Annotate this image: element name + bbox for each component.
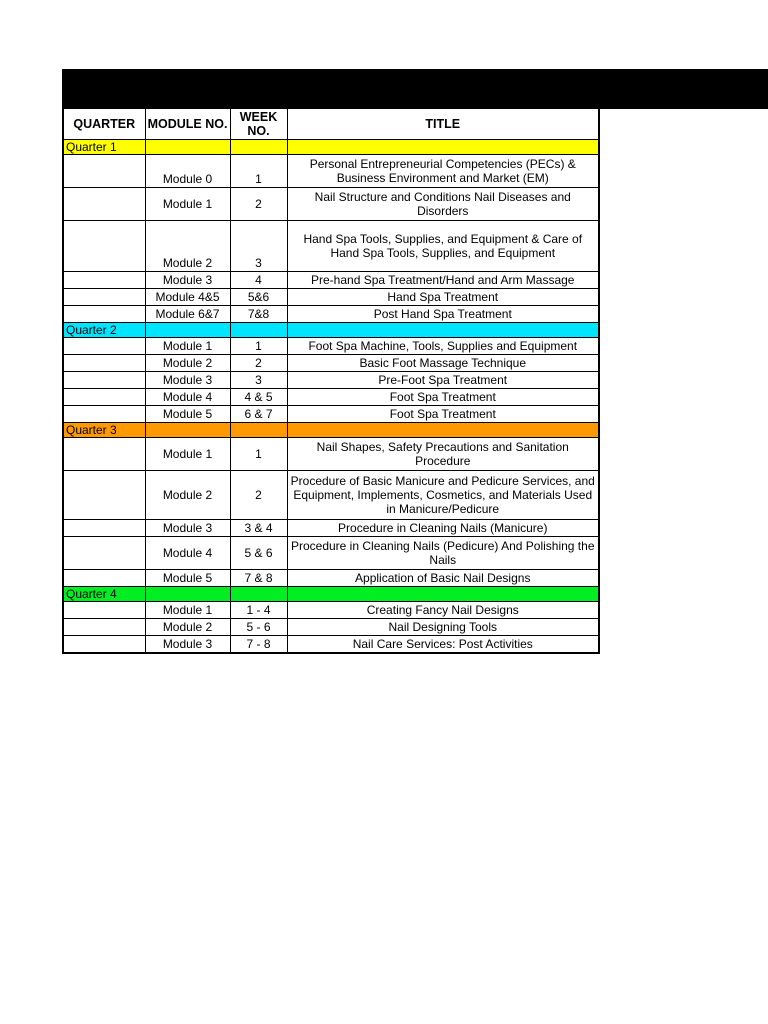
quarter-band-cell (145, 140, 230, 155)
table-row (63, 272, 599, 289)
quarter-cell (63, 355, 145, 372)
title-cell: Post Hand Spa Treatment (287, 306, 599, 323)
table-row (63, 636, 599, 654)
title-cell: Application of Basic Nail Designs (287, 570, 599, 587)
week-cell: 2 (230, 188, 287, 221)
module-cell: Module 3 (145, 636, 230, 654)
table-row (63, 570, 599, 587)
quarter-cell (63, 372, 145, 389)
quarter-cell (63, 636, 145, 654)
quarter-band-cell (145, 587, 230, 602)
quarter-cell (63, 338, 145, 355)
module-cell: Module 4 (145, 537, 230, 570)
module-cell: Module 5 (145, 570, 230, 587)
title-cell: Pre-hand Spa Treatment/Hand and Arm Massage (287, 272, 599, 289)
table-row (63, 338, 599, 355)
title-cell: Nail Shapes, Safety Precautions and Sanitation Procedure (287, 438, 599, 471)
module-cell: Module 5 (145, 406, 230, 423)
title-cell: Nail Care Services: Post Activities (287, 636, 599, 654)
quarter-cell (63, 537, 145, 570)
title-cell: Foot Spa Treatment (287, 389, 599, 406)
quarter-cell (63, 272, 145, 289)
week-cell: 7 - 8 (230, 636, 287, 654)
table-row (63, 289, 599, 306)
table-row (63, 537, 599, 570)
table-row (63, 188, 599, 221)
title-cell: Procedure in Cleaning Nails (Manicure) (287, 520, 599, 537)
quarter-cell (63, 520, 145, 537)
table-row (63, 619, 599, 636)
week-cell: 1 (230, 438, 287, 471)
week-cell: 5 & 6 (230, 537, 287, 570)
week-cell: 1 (230, 338, 287, 355)
quarter-cell (63, 602, 145, 619)
table-row (63, 438, 599, 471)
module-cell: Module 3 (145, 520, 230, 537)
week-cell: 6 & 7 (230, 406, 287, 423)
quarter-band-cell (230, 423, 287, 438)
title-cell: Personal Entrepreneurial Competencies (PECs) & Business Environment and Market (EM) (287, 155, 599, 188)
week-cell: 5&6 (230, 289, 287, 306)
quarter-band-cell (287, 587, 599, 602)
title-cell: Creating Fancy Nail Designs (287, 602, 599, 619)
week-cell: 3 & 4 (230, 520, 287, 537)
quarter-cell (63, 471, 145, 520)
quarter-cell (63, 289, 145, 306)
table-header-row (63, 109, 599, 140)
week-cell: 5 - 6 (230, 619, 287, 636)
quarter-band-cell (230, 140, 287, 155)
quarter-cell (63, 406, 145, 423)
module-cell: Module 4&5 (145, 289, 230, 306)
quarter-cell (63, 155, 145, 188)
week-cell: 2 (230, 471, 287, 520)
module-cell: Module 1 (145, 188, 230, 221)
module-cell: Module 3 (145, 372, 230, 389)
week-cell: 2 (230, 355, 287, 372)
quarter-label: Quarter 1 (63, 140, 145, 155)
module-cell: Module 2 (145, 221, 230, 272)
quarter-cell (63, 221, 145, 272)
table-row (63, 372, 599, 389)
quarter-band-cell (230, 587, 287, 602)
table-row (63, 406, 599, 423)
quarter-cell (63, 306, 145, 323)
title-cell: Procedure in Cleaning Nails (Pedicure) And Polishing the Nails (287, 537, 599, 570)
header-black-band (62, 69, 768, 109)
module-cell: Module 2 (145, 619, 230, 636)
table-row (63, 155, 599, 188)
quarter-row (63, 423, 599, 438)
week-cell: 7&8 (230, 306, 287, 323)
quarter-band-cell (230, 323, 287, 338)
title-cell: Foot Spa Treatment (287, 406, 599, 423)
table-row (63, 471, 599, 520)
week-cell: 1 - 4 (230, 602, 287, 619)
quarter-row (63, 140, 599, 155)
table-row (63, 389, 599, 406)
quarter-label: Quarter 4 (63, 587, 145, 602)
quarter-cell (63, 438, 145, 471)
title-cell: Nail Structure and Conditions Nail Diseases and Disorders (287, 188, 599, 221)
quarter-band-cell (145, 423, 230, 438)
table-row (63, 221, 599, 272)
week-cell: 4 (230, 272, 287, 289)
table-row (63, 306, 599, 323)
quarter-band-cell (287, 323, 599, 338)
quarter-cell (63, 389, 145, 406)
module-cell: Module 4 (145, 389, 230, 406)
quarter-band-cell (287, 140, 599, 155)
quarter-cell (63, 570, 145, 587)
title-cell: Procedure of Basic Manicure and Pedicure Services, and Equipment, Implements, Cosmetics, and Materials Used in Manicure/Pedicure (287, 471, 599, 520)
table-body (63, 140, 599, 654)
quarter-cell (63, 188, 145, 221)
week-cell: 3 (230, 372, 287, 389)
header-week: WEEK NO. (230, 109, 287, 140)
module-cell: Module 6&7 (145, 306, 230, 323)
week-cell: 7 & 8 (230, 570, 287, 587)
week-cell: 4 & 5 (230, 389, 287, 406)
module-cell: Module 1 (145, 602, 230, 619)
week-cell: 1 (230, 155, 287, 188)
title-cell: Hand Spa Treatment (287, 289, 599, 306)
quarter-band-cell (287, 423, 599, 438)
title-cell: Nail Designing Tools (287, 619, 599, 636)
title-cell: Basic Foot Massage Technique (287, 355, 599, 372)
module-cell: Module 3 (145, 272, 230, 289)
table-row (63, 520, 599, 537)
module-cell: Module 2 (145, 471, 230, 520)
curriculum-table (62, 108, 600, 654)
module-cell: Module 1 (145, 438, 230, 471)
title-cell: Hand Spa Tools, Supplies, and Equipment & Care of Hand Spa Tools, Supplies, and Equipment (287, 221, 599, 272)
quarter-label: Quarter 3 (63, 423, 145, 438)
module-cell: Module 0 (145, 155, 230, 188)
quarter-band-cell (145, 323, 230, 338)
quarter-label: Quarter 2 (63, 323, 145, 338)
header-title: TITLE (287, 109, 599, 140)
table-row (63, 602, 599, 619)
week-cell: 3 (230, 221, 287, 272)
module-cell: Module 1 (145, 338, 230, 355)
header-quarter: QUARTER (63, 109, 145, 140)
quarter-row (63, 587, 599, 602)
quarter-row (63, 323, 599, 338)
table-row (63, 355, 599, 372)
module-cell: Module 2 (145, 355, 230, 372)
header-module: MODULE NO. (145, 109, 230, 140)
title-cell: Pre-Foot Spa Treatment (287, 372, 599, 389)
quarter-cell (63, 619, 145, 636)
title-cell: Foot Spa Machine, Tools, Supplies and Equipment (287, 338, 599, 355)
